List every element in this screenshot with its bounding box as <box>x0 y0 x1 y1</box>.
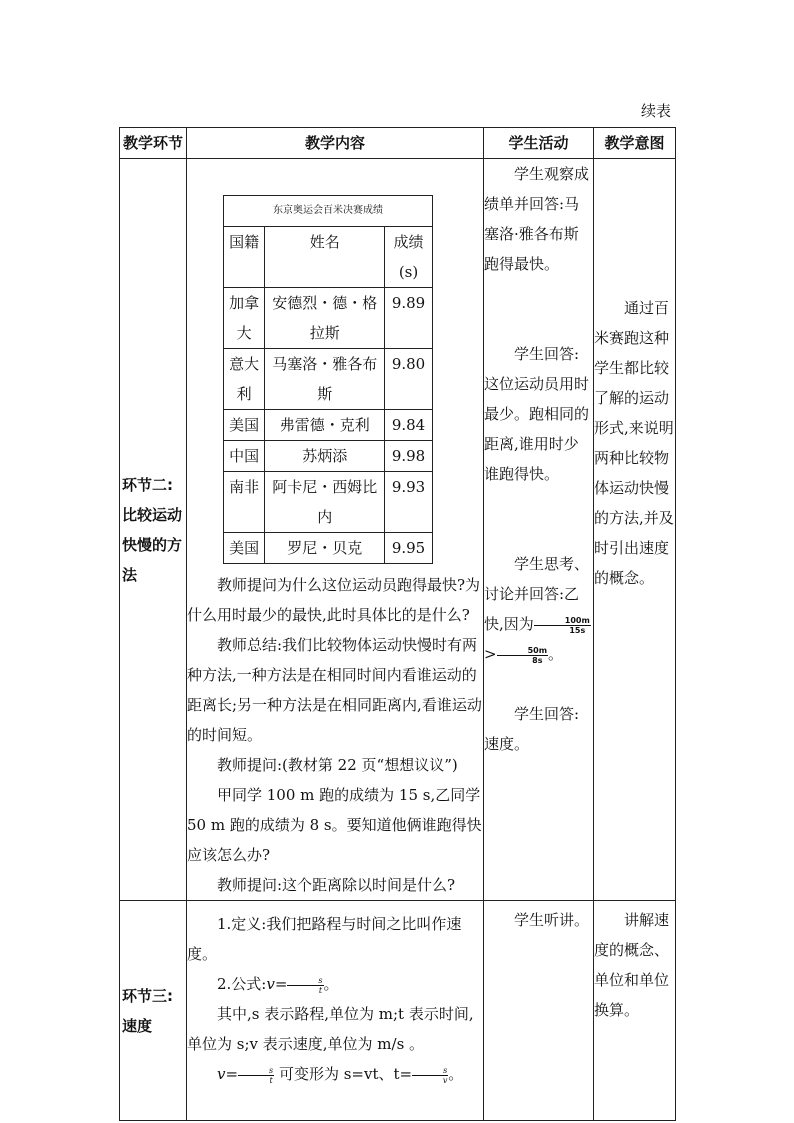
fraction <box>287 976 323 995</box>
formula-lhs: v= <box>266 975 288 993</box>
header-content: 教学内容 <box>187 128 484 159</box>
cell: 马塞洛・雅各布斯 <box>265 349 385 410</box>
intent-text: 通过百米赛跑这种学生都比较了解的运动形式,来说明两种比较物体运动快慢的方法,并及时引出速度的概念。 <box>594 299 674 587</box>
cell: 美国 <box>224 410 265 441</box>
stage-3-student <box>484 901 594 1121</box>
student-answer: 学生回答:这位运动员用时最少。跑相同的距离,谁用时少谁跑得快。 <box>484 345 590 483</box>
stage-3-label: 环节三:速度 <box>120 901 187 1121</box>
cell: 美国 <box>224 533 265 564</box>
cell: 9.89 <box>385 288 433 349</box>
cell: 阿卡尼・西姆比内 <box>265 472 385 533</box>
period: 。 <box>548 645 564 663</box>
content-paragraph: 教师提问为什么这位运动员跑得最快?为什么用时最少的最快,此时具体比的是什么? <box>187 576 481 624</box>
content-paragraph: 教师提问:这个距离除以时间是什么? <box>217 876 456 894</box>
denominator: v <box>442 1075 448 1085</box>
denominator: t <box>318 985 323 995</box>
cell: 中国 <box>224 441 265 472</box>
stage-3-content <box>187 901 484 1121</box>
stage-3-intent <box>594 901 676 1121</box>
numerator: s <box>412 1066 448 1076</box>
student-answer: 学生回答:速度。 <box>484 705 580 753</box>
cell: 意大利 <box>224 349 265 410</box>
cell: 苏炳添 <box>265 441 385 472</box>
definition: 1.定义:我们把路程与时间之比叫作速度。 <box>187 915 462 963</box>
header-stage: 教学环节 <box>120 128 187 159</box>
stage-2-student <box>484 159 594 901</box>
results-col-name: 姓名 <box>265 227 385 288</box>
explanation: 其中,s 表示路程,单位为 m;t 表示时间,单位为 s;v 表示速度,单位为 m/s 。 <box>187 1005 474 1053</box>
cell: 9.84 <box>385 410 433 441</box>
period: 。 <box>448 1065 464 1083</box>
period: 。 <box>323 975 339 993</box>
header-student: 学生活动 <box>484 128 594 159</box>
content-paragraph: 甲同学 100 m 跑的成绩为 15 s,乙同学 50 m 跑的成绩为 8 s。要知道他俩谁跑得快应该怎么办? <box>187 786 482 864</box>
numerator: s <box>287 976 323 986</box>
results-col-country: 国籍 <box>224 227 265 288</box>
cell: 加拿大 <box>224 288 265 349</box>
denominator: 8s <box>532 655 543 665</box>
cell: 南非 <box>224 472 265 533</box>
cell: 9.93 <box>385 472 433 533</box>
results-col-time: 成绩(s) <box>385 227 433 288</box>
transform-text: 可变形为 s=vt、t= <box>278 1065 413 1083</box>
cell: 9.80 <box>385 349 433 410</box>
answer-text: 学生思考、讨论并回答:乙快,因为 <box>484 555 590 633</box>
student-answer: 学生听讲。 <box>514 911 590 929</box>
numerator: s <box>238 1066 274 1076</box>
stage-2-content <box>187 159 484 901</box>
formula <box>187 969 483 999</box>
lesson-plan-table <box>119 127 676 1121</box>
continued-label: 续表 <box>641 102 672 120</box>
cell: 罗尼・贝克 <box>265 533 385 564</box>
results-row <box>224 288 433 349</box>
cell: 9.95 <box>385 533 433 564</box>
row-stage-2 <box>120 159 676 901</box>
results-title: 东京奥运会百米决赛成绩 <box>224 196 433 227</box>
row-stage-3 <box>120 901 676 1121</box>
results-row <box>224 472 433 533</box>
results-row <box>224 533 433 564</box>
header-row <box>120 128 676 159</box>
content-paragraph: 教师总结:我们比较物体运动快慢时有两种方法,一种方法是在相同时间内看谁运动的距离长;另一种方法是在相同距离内,看谁运动的时间短。 <box>187 636 482 744</box>
fraction <box>412 1066 448 1085</box>
denominator: t <box>269 1075 273 1085</box>
content-paragraph: 教师提问:(教材第 22 页“想想议议”) <box>217 756 458 774</box>
compare-sign: > <box>484 645 497 663</box>
results-row <box>224 410 433 441</box>
transform <box>187 1059 483 1089</box>
fraction <box>497 646 548 665</box>
header-intent: 教学意图 <box>594 128 676 159</box>
stage-2-intent <box>594 159 676 901</box>
cell: 9.98 <box>385 441 433 472</box>
denominator: 15s <box>569 625 586 635</box>
results-row <box>224 349 433 410</box>
formula-label: 2.公式: <box>217 975 267 993</box>
stage-2-label: 环节二:比较运动快慢的方法 <box>120 159 187 901</box>
numerator: 50m <box>497 646 548 656</box>
cell: 安德烈・德・格拉斯 <box>265 288 385 349</box>
cell: 弗雷德・克利 <box>265 410 385 441</box>
intent-text: 讲解速度的概念、单位和单位换算。 <box>594 911 670 1019</box>
student-answer <box>484 549 593 669</box>
results-table <box>223 195 433 564</box>
results-row <box>224 441 433 472</box>
fraction <box>534 616 591 635</box>
fraction <box>238 1066 274 1085</box>
formula-lhs: v= <box>217 1065 239 1083</box>
student-answer: 学生观察成绩单并回答:马塞洛·雅各布斯跑得最快。 <box>484 165 590 273</box>
numerator: 100m <box>534 616 591 626</box>
